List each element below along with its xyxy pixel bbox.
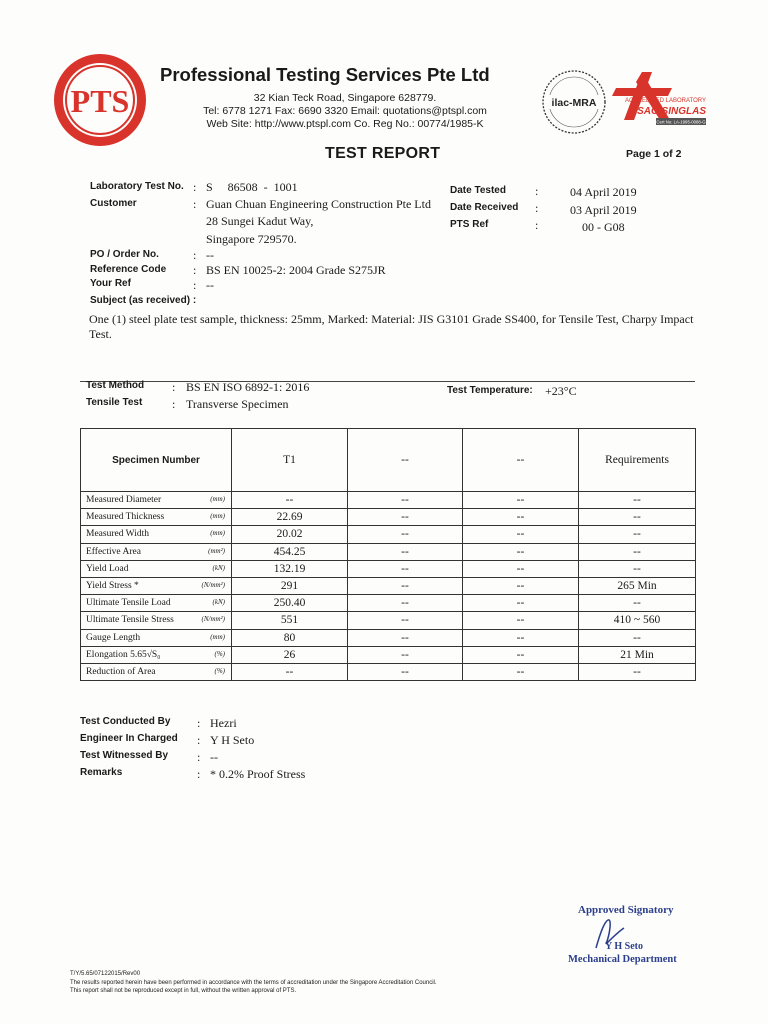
subject-text: One (1) steel plate test sample, thickness: 25mm, Marked: Material: JIS G3101 Grade SS400, for Tensile Test, Charpy Impact Test.	[89, 312, 694, 341]
cell-req: --	[579, 492, 696, 509]
sac-sub-text: ACCREDITED LABORATORY	[624, 98, 706, 104]
cell-c3: --	[463, 526, 579, 543]
cell-t1: 80	[232, 629, 348, 646]
row-label-text: Measured Width	[86, 529, 150, 540]
pts-logo	[52, 52, 148, 148]
table-row	[81, 629, 696, 646]
cell-c2: --	[348, 612, 463, 629]
table-row	[81, 595, 696, 612]
cell-c2: --	[348, 595, 463, 612]
cell-c3: --	[463, 509, 579, 526]
cell-t1: 20.02	[232, 526, 348, 543]
table-row	[81, 663, 696, 680]
remarks-value: * 0.2% Proof Stress	[210, 767, 306, 781]
report-title: TEST REPORT	[325, 145, 441, 162]
pts-ref-label: PTS Ref	[450, 219, 489, 230]
remarks-label: Remarks	[80, 767, 123, 778]
row-label	[81, 509, 232, 526]
header-t1: T1	[232, 429, 348, 492]
table-row	[81, 492, 696, 509]
cell-c2: --	[348, 577, 463, 594]
temperature-value: +23°C	[545, 384, 577, 398]
row-label	[81, 629, 232, 646]
row-label	[81, 577, 232, 594]
cell-c2: --	[348, 663, 463, 680]
row-unit: (mm)	[210, 632, 225, 641]
header-requirements: Requirements	[579, 429, 696, 492]
row-label-text: Measured Thickness	[86, 512, 165, 523]
cell-c2: --	[348, 509, 463, 526]
footer-line-1: The results reported herein have been performed in accordance with the terms of accreditation under the Singapore Accreditation Council.	[70, 980, 437, 986]
cell-req: --	[579, 543, 696, 560]
sac-text: SAC-SINGLAS	[637, 106, 706, 117]
date-received-value: 03 April 2019	[570, 203, 637, 217]
sac-cert-text: Cert No: LA-1995-0088-G	[656, 119, 706, 125]
row-label-text: Ultimate Tensile Load	[86, 598, 171, 609]
subject-label: Subject (as received) :	[90, 295, 197, 306]
customer-postcode: Singapore 729570.	[206, 232, 297, 246]
witnessed-value: --	[210, 750, 218, 764]
tensile-test-value: Transverse Specimen	[186, 397, 289, 411]
cell-t1: --	[232, 663, 348, 680]
cell-t1: 132.19	[232, 560, 348, 577]
ilac-mra-logo	[540, 68, 608, 136]
footer-line-2: This report shall not be reproduced except in full, without the written approval of PTS.	[70, 988, 297, 994]
tensile-test-label: Tensile Test	[86, 397, 143, 408]
cell-t1: 250.40	[232, 595, 348, 612]
table-row	[81, 560, 696, 577]
results-table	[80, 428, 696, 681]
row-label-text: Ultimate Tensile Stress	[86, 615, 174, 626]
cell-c2: --	[348, 646, 463, 663]
cell-t1: 291	[232, 577, 348, 594]
engineer-value: Y H Seto	[210, 733, 255, 747]
cell-c3: --	[463, 543, 579, 560]
cell-req: --	[579, 560, 696, 577]
cell-c3: --	[463, 629, 579, 646]
cell-t1: 454.25	[232, 543, 348, 560]
signatory-name: Y H Seto	[605, 941, 643, 952]
table-row	[81, 526, 696, 543]
cell-c3: --	[463, 663, 579, 680]
cell-req: --	[579, 595, 696, 612]
cell-req: --	[579, 663, 696, 680]
row-label-text: Reduction of Area	[86, 666, 156, 677]
cell-t1: 551	[232, 612, 348, 629]
date-tested-value: 04 April 2019	[570, 185, 637, 199]
row-unit: (mm)	[210, 529, 225, 538]
reference-code-label: Reference Code	[90, 264, 167, 275]
row-label	[81, 543, 232, 560]
cell-t1: 26	[232, 646, 348, 663]
cell-c2: --	[348, 543, 463, 560]
table-row	[81, 509, 696, 526]
row-label	[81, 663, 232, 680]
temperature-label: Test Temperature:	[447, 385, 533, 396]
row-label-text: Elongation 5.65√S₀	[86, 649, 161, 660]
customer-label: Customer	[90, 198, 137, 209]
row-label	[81, 595, 232, 612]
company-name: Professional Testing Services Pte Ltd	[160, 64, 490, 85]
conducted-value: Hezri	[210, 716, 237, 730]
witnessed-label: Test Witnessed By	[80, 750, 169, 761]
row-label-text: Gauge Length	[86, 632, 141, 643]
cell-req: --	[579, 509, 696, 526]
cell-c2: --	[348, 492, 463, 509]
signatory-department: Mechanical Department	[568, 954, 677, 965]
row-label-text: Measured Diameter	[86, 495, 162, 506]
company-address: 32 Kian Teck Road, Singapore 628779.	[253, 92, 437, 104]
cell-c2: --	[348, 560, 463, 577]
doc-code: T/Y/5.65/07122015/Rev00	[70, 971, 141, 977]
row-unit: (mm)	[210, 512, 225, 521]
row-label	[81, 646, 232, 663]
cell-c3: --	[463, 492, 579, 509]
table-row	[81, 612, 696, 629]
cell-t1: --	[232, 492, 348, 509]
cell-c3: --	[463, 646, 579, 663]
row-label-text: Yield Load	[86, 563, 129, 574]
cell-req: 265 Min	[579, 577, 696, 594]
row-label-text: Effective Area	[86, 546, 141, 557]
row-unit: (N/mm²)	[201, 615, 225, 624]
reference-code-value: BS EN 10025-2: 2004 Grade S275JR	[206, 263, 386, 277]
test-method-value: BS EN ISO 6892-1: 2016	[186, 380, 310, 394]
row-unit: (N/mm²)	[201, 580, 225, 589]
cell-c2: --	[348, 526, 463, 543]
cell-t1: 22.69	[232, 509, 348, 526]
row-label	[81, 492, 232, 509]
table-row	[81, 646, 696, 663]
cell-req: --	[579, 629, 696, 646]
row-unit: (kN)	[212, 563, 225, 572]
table-row	[81, 543, 696, 560]
logo-text: PTS	[70, 83, 130, 119]
cell-req: 21 Min	[579, 646, 696, 663]
cell-c2: --	[348, 629, 463, 646]
po-value: --	[206, 248, 214, 262]
sac-singlas-logo	[612, 68, 708, 130]
date-tested-label: Date Tested	[450, 185, 506, 196]
ilac-text: ilac-MRA	[551, 97, 597, 109]
conducted-label: Test Conducted By	[80, 716, 171, 727]
row-label	[81, 560, 232, 577]
lab-test-no-label: Laboratory Test No.	[90, 181, 184, 192]
test-method-label: Test Method	[86, 380, 145, 391]
customer-name: Guan Chuan Engineering Construction Pte Ltd	[206, 197, 431, 211]
customer-street: 28 Sungei Kadut Way,	[206, 214, 314, 228]
row-unit: (kN)	[212, 598, 225, 607]
po-label: PO / Order No.	[90, 249, 159, 260]
page-number: Page 1 of 2	[626, 148, 682, 160]
table-row	[81, 577, 696, 594]
company-contact: Tel: 6778 1271 Fax: 6690 3320 Email: quotations@ptspl.com	[203, 105, 487, 117]
row-unit: (%)	[214, 649, 225, 658]
cell-c3: --	[463, 560, 579, 577]
cell-req: --	[579, 526, 696, 543]
cell-c3: --	[463, 577, 579, 594]
company-web: Web Site: http://www.ptspl.com Co. Reg No.: 00774/1985-K	[206, 118, 484, 130]
row-label	[81, 612, 232, 629]
pts-ref-value: 00 - G08	[582, 220, 625, 234]
approved-signatory: Approved Signatory	[578, 904, 674, 916]
cell-c3: --	[463, 612, 579, 629]
header-col2: --	[348, 429, 463, 492]
row-label	[81, 526, 232, 543]
your-ref-label: Your Ref	[90, 278, 131, 289]
row-unit: (mm²)	[208, 546, 225, 555]
table-header-row	[81, 429, 696, 492]
date-received-label: Date Received	[450, 202, 519, 213]
row-label-text: Yield Stress *	[86, 581, 139, 592]
header-specimen-number: Specimen Number	[81, 429, 232, 492]
header-col3: --	[463, 429, 579, 492]
engineer-label: Engineer In Charged	[80, 733, 178, 744]
lab-test-no-value: S 86508 - 1001	[206, 180, 298, 194]
your-ref-value: --	[206, 278, 214, 292]
cell-c3: --	[463, 595, 579, 612]
row-unit: (mm)	[210, 495, 225, 503]
cell-req: 410 ~ 560	[579, 612, 696, 629]
row-unit: (%)	[214, 666, 225, 675]
